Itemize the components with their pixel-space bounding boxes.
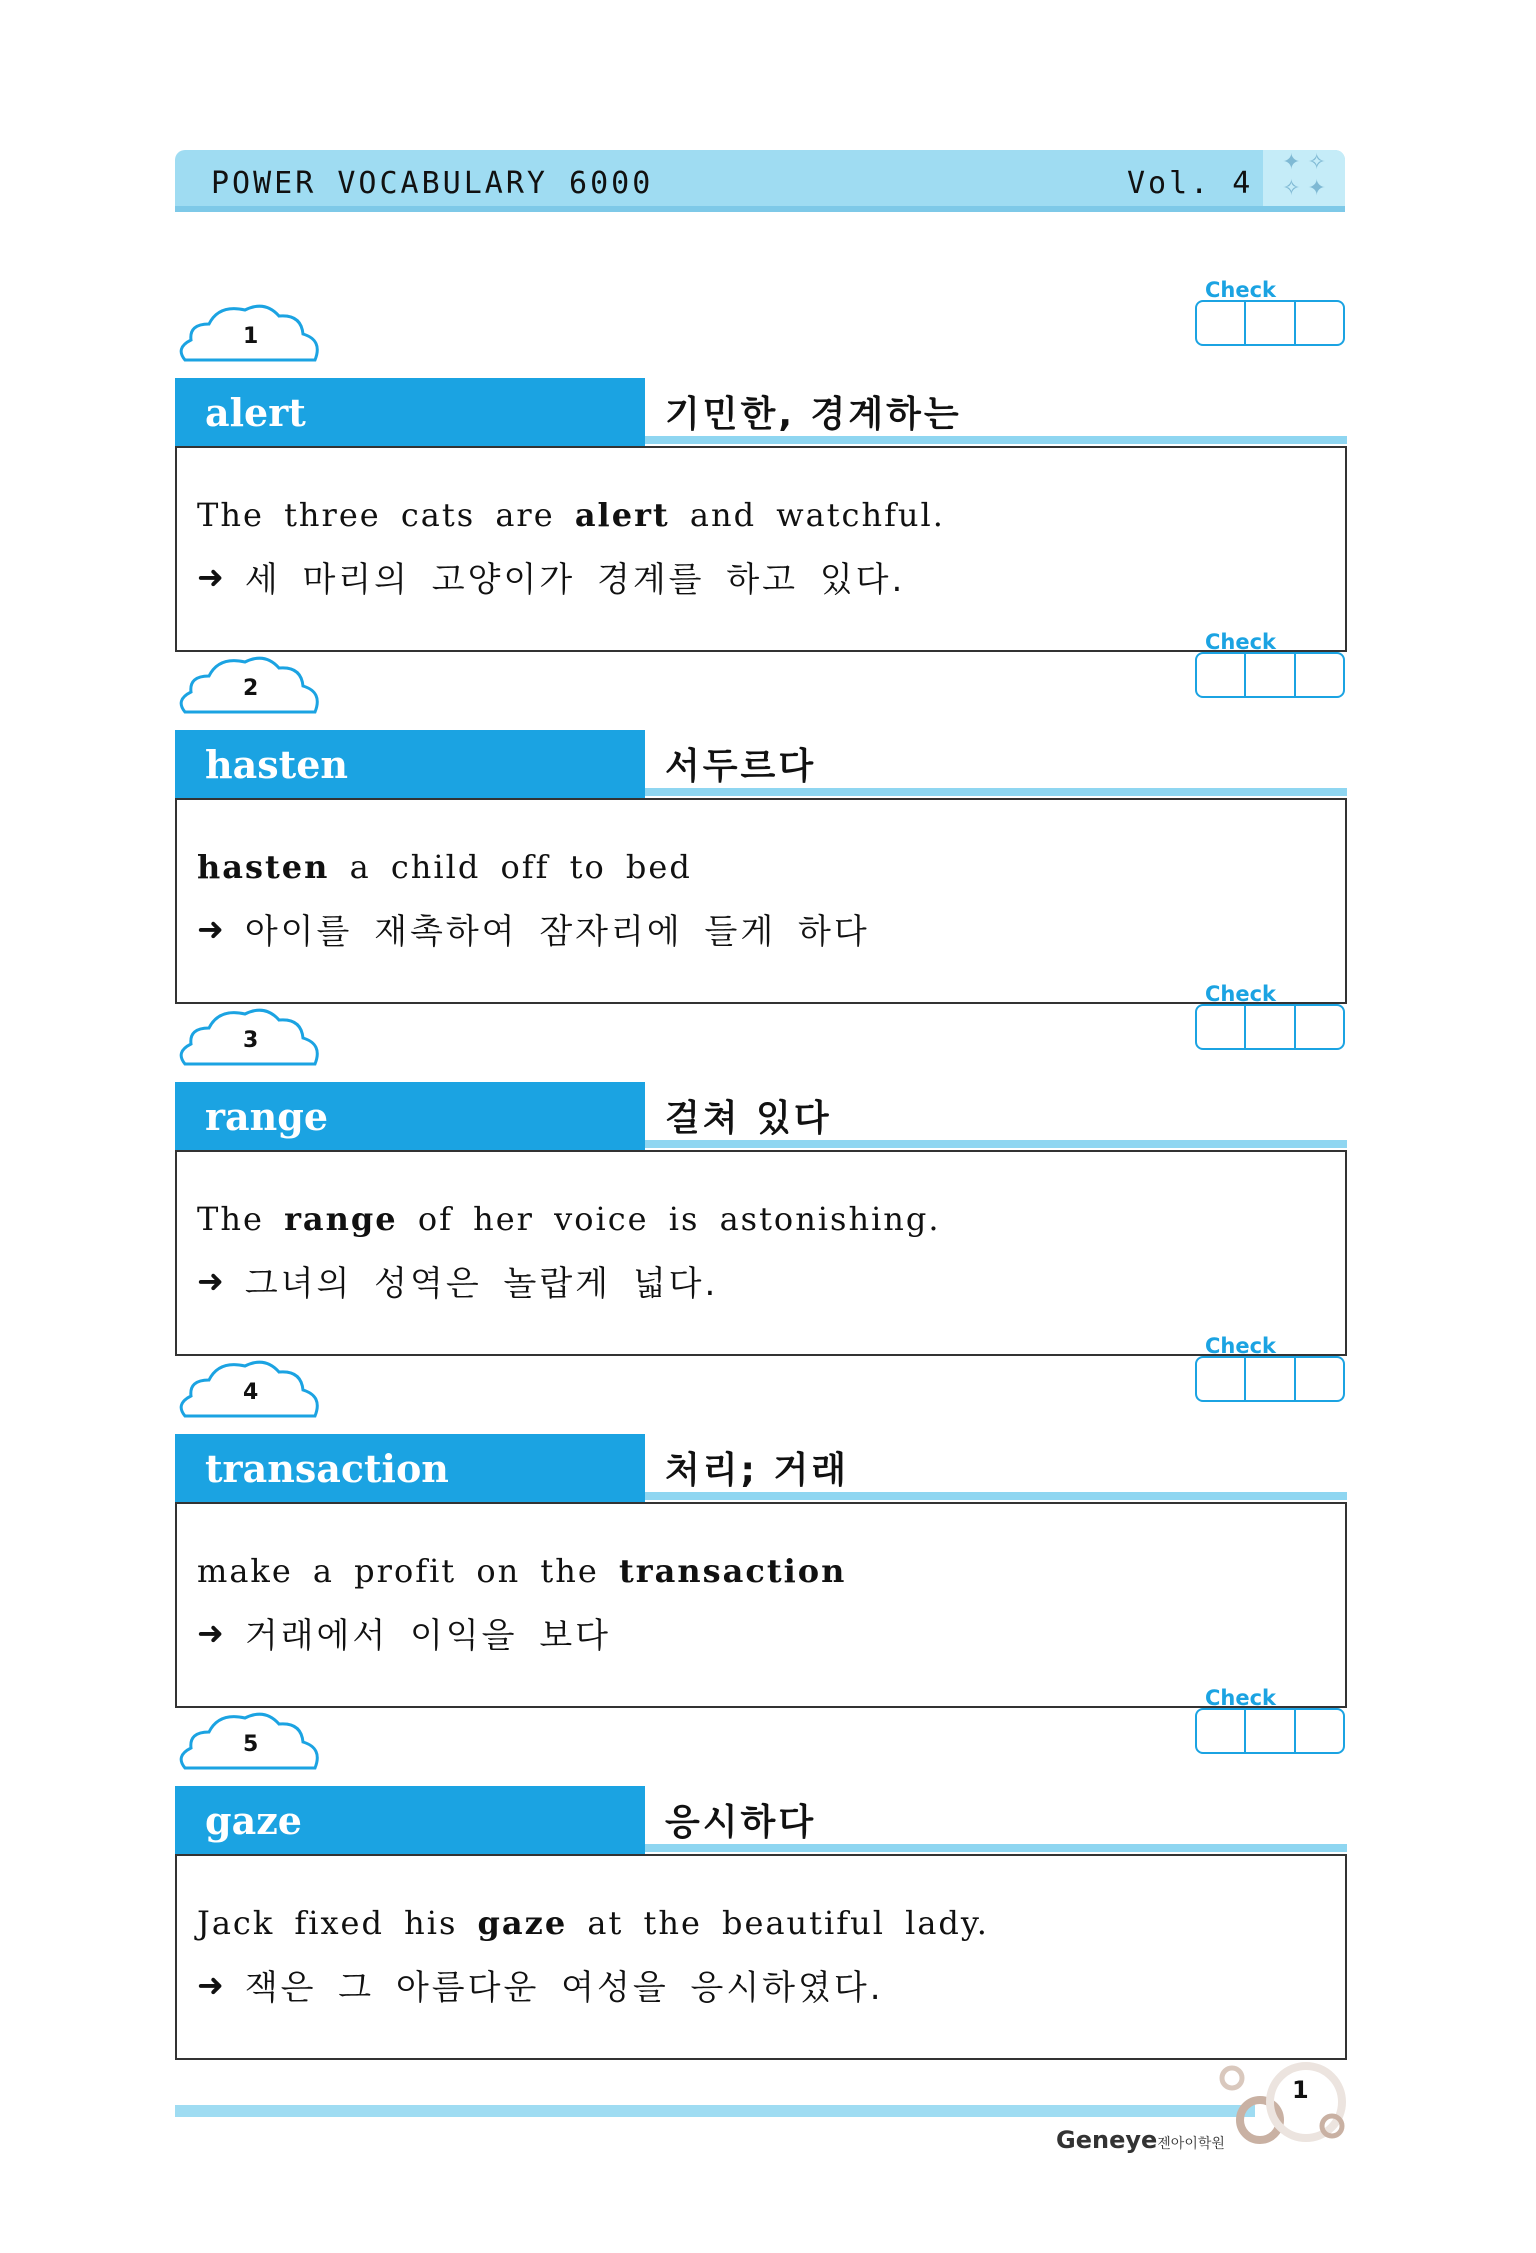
vocab-entry (175, 630, 1347, 982)
vocab-entry (175, 1686, 1347, 2038)
meaning-underline (645, 788, 1347, 796)
brand-korean: 젠아이학원 (1157, 2136, 1225, 2152)
page-number: 1 (1292, 2076, 1309, 2104)
check-box[interactable] (1246, 302, 1295, 344)
entry-number: 1 (243, 324, 259, 349)
check-label: Check (1205, 1686, 1277, 1710)
example-keyword: hasten (197, 848, 330, 886)
example-sentence: The range of her voice is astonishing. (197, 1200, 941, 1238)
check-label: Check (1205, 278, 1277, 302)
rings-decoration-icon (1210, 2060, 1350, 2150)
example-sentence: The three cats are alert and watchful. (197, 496, 945, 534)
footer-line (175, 2105, 1255, 2117)
check-boxes (1195, 300, 1345, 346)
translation-text: 잭은 그 아름다운 여성을 응시하였다. (244, 1968, 884, 2008)
entry-number: 4 (243, 1380, 259, 1405)
check-box[interactable] (1296, 1358, 1343, 1400)
example-box (175, 1150, 1347, 1356)
arrow-icon: ➜ (197, 1965, 227, 2004)
example-sentence: make a profit on the transaction (197, 1552, 847, 1590)
word-bar (175, 378, 645, 446)
entry-number: 2 (243, 676, 259, 701)
word-bar (175, 1082, 645, 1150)
check-box[interactable] (1197, 1358, 1246, 1400)
check-box[interactable] (1197, 654, 1246, 696)
check-boxes (1195, 1708, 1345, 1754)
example-box (175, 798, 1347, 1004)
translation (197, 1256, 718, 1305)
example-sentence: hasten a child off to bed (197, 848, 692, 886)
meaning-underline (645, 1844, 1347, 1852)
check-box[interactable] (1197, 1710, 1246, 1752)
arrow-icon: ➜ (197, 557, 227, 596)
check-box[interactable] (1246, 654, 1295, 696)
word-meaning: 처리; 거래 (665, 1450, 850, 1491)
meaning-underline (645, 1492, 1347, 1500)
example-sentence: Jack fixed his gaze at the beautiful lady. (197, 1904, 989, 1942)
vocab-entry (175, 1334, 1347, 1686)
vocab-word: range (205, 1094, 329, 1139)
word-meaning: 응시하다 (665, 1802, 817, 1843)
check-box[interactable] (1296, 1006, 1343, 1048)
entry-number: 3 (243, 1028, 259, 1053)
brand-logo (1056, 2126, 1225, 2154)
vocab-entry (175, 278, 1347, 630)
word-meaning: 서두르다 (665, 746, 817, 787)
check-box[interactable] (1296, 654, 1343, 696)
arrow-icon: ➜ (197, 1613, 227, 1652)
header-title: POWER VOCABULARY 6000 (211, 166, 654, 201)
example-keyword: range (284, 1200, 398, 1238)
entry-number: 5 (243, 1732, 259, 1757)
check-label: Check (1205, 982, 1277, 1006)
check-label: Check (1205, 630, 1277, 654)
example-box (175, 1854, 1347, 2060)
brand-gen: Gen (1056, 2126, 1110, 2154)
translation (197, 1608, 611, 1657)
check-box[interactable] (1246, 1006, 1295, 1048)
check-boxes (1195, 1004, 1345, 1050)
example-keyword: alert (574, 496, 670, 534)
translation-text: 아이를 재촉하여 잠자리에 들게 하다 (244, 912, 870, 952)
page-header (175, 150, 1345, 212)
word-bar (175, 1434, 645, 1502)
brand-eye: eye (1109, 2126, 1158, 2154)
arrow-icon: ➜ (197, 1261, 227, 1300)
meaning-underline (645, 436, 1347, 444)
check-box[interactable] (1296, 302, 1343, 344)
meaning-underline (645, 1140, 1347, 1148)
translation-text: 세 마리의 고양이가 경계를 하고 있다. (244, 560, 906, 600)
translation (197, 1960, 884, 2009)
arrow-icon: ➜ (197, 909, 227, 948)
word-meaning: 기민한, 경계하는 (665, 394, 962, 435)
check-box[interactable] (1296, 1710, 1343, 1752)
translation (197, 552, 905, 601)
vocab-word: hasten (205, 742, 349, 787)
word-meaning: 걸쳐 있다 (665, 1098, 832, 1139)
translation-text: 거래에서 이익을 보다 (244, 1616, 612, 1656)
example-box (175, 1502, 1347, 1708)
example-keyword: gaze (477, 1904, 568, 1942)
word-bar (175, 1786, 645, 1854)
vocab-word: gaze (205, 1798, 302, 1843)
check-box[interactable] (1246, 1710, 1295, 1752)
check-box[interactable] (1197, 1006, 1246, 1048)
example-box (175, 446, 1347, 652)
word-bar (175, 730, 645, 798)
check-label: Check (1205, 1334, 1277, 1358)
vocab-entry (175, 982, 1347, 1334)
example-keyword: transaction (618, 1552, 847, 1590)
header-volume: Vol. 4 (1127, 166, 1254, 201)
check-boxes (1195, 1356, 1345, 1402)
translation-text: 그녀의 성역은 놀랍게 넓다. (244, 1264, 719, 1304)
translation (197, 904, 870, 953)
check-box[interactable] (1197, 302, 1246, 344)
vocab-word: transaction (205, 1446, 449, 1491)
check-boxes (1195, 652, 1345, 698)
star-decoration-icon: ✦ ✧ ✧ ✦ (1263, 150, 1345, 212)
check-box[interactable] (1246, 1358, 1295, 1400)
vocab-word: alert (205, 390, 306, 435)
